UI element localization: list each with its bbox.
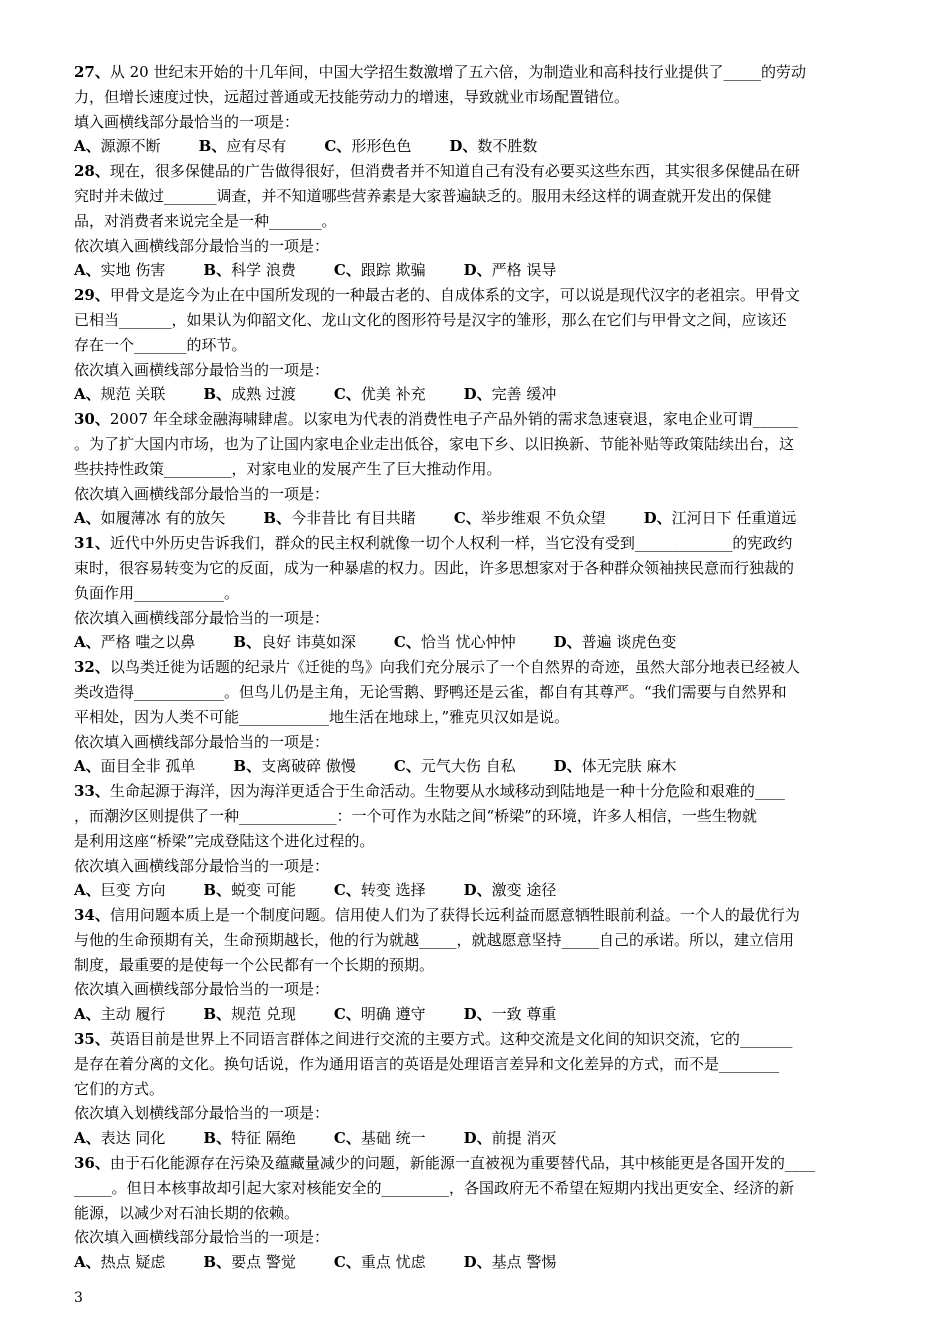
option-text: 前提 消灭 xyxy=(491,1129,557,1148)
option-text: 一致 尊重 xyxy=(491,1005,557,1024)
option-text: 江河日下 任重道远 xyxy=(671,509,797,528)
answer-option xyxy=(263,506,415,531)
option-key: A、 xyxy=(74,385,101,404)
question-text-line xyxy=(74,953,880,978)
option-text: 蜕变 可能 xyxy=(231,881,296,900)
question-text-line xyxy=(74,1176,880,1201)
question-instruction xyxy=(74,854,880,879)
question-text: 与他的生命预期有关，生命预期越长，他的行为就越_____，就越愿意坚持_____自己的承诺。所以，建立信用 xyxy=(74,930,795,949)
question-instruction xyxy=(74,234,880,259)
option-key: C、 xyxy=(333,1253,361,1272)
answer-options xyxy=(74,878,880,903)
option-key: B、 xyxy=(263,509,292,528)
question-text: 它们的方式。 xyxy=(74,1079,165,1098)
answer-option xyxy=(554,630,677,655)
question-text-line xyxy=(74,928,880,953)
option-key: A、 xyxy=(74,1005,101,1024)
question-text: 是存在着分离的文化。换句话说，作为通用语言的英语是处理语言差异和文化差异的方式，而不是________ xyxy=(74,1054,780,1073)
answer-option xyxy=(334,1002,426,1027)
question-text: 由于石化能源存在污染及蕴藏量减少的问题，新能源一直被视为重要替代品，其中核能更是各国开发的____ xyxy=(109,1154,815,1173)
question-text-line xyxy=(74,308,880,333)
option-text: 源源不断 xyxy=(100,137,161,156)
question-text: 甲骨文是迄今为止在中国所发现的一种最古老的、自成体系的文字，可以说是现代汉字的老祖宗。甲骨文 xyxy=(109,286,800,305)
option-text: 举步维艰 不负众望 xyxy=(480,509,606,528)
question-text: 依次填入画横线部分最恰当的一项是： xyxy=(74,856,330,875)
question-text-line xyxy=(74,581,880,606)
question-text-line xyxy=(74,531,880,556)
answer-option xyxy=(334,1126,426,1151)
option-key: B、 xyxy=(203,1253,232,1272)
question-text: 类改造得____________。但鸟儿仍是主角，无论雪鹅、野鸭还是云雀，都自有其尊严。“我们需要与自然界和 xyxy=(74,682,787,701)
answer-option xyxy=(74,878,165,903)
document-page xyxy=(74,60,880,1275)
question-text-line xyxy=(74,1052,880,1077)
option-key: D、 xyxy=(463,385,492,404)
answer-option xyxy=(464,1002,557,1027)
option-text: 数不胜数 xyxy=(477,137,538,156)
option-key: D、 xyxy=(463,1005,492,1024)
option-text: 形形色色 xyxy=(351,137,412,156)
option-text: 巨变 方向 xyxy=(100,881,166,900)
answer-option xyxy=(464,1250,557,1275)
answer-option xyxy=(324,134,411,159)
answer-option xyxy=(454,506,606,531)
answer-option xyxy=(74,134,161,159)
option-text: 完善 缓冲 xyxy=(491,385,557,404)
option-text: 主动 履行 xyxy=(100,1005,166,1024)
option-key: C、 xyxy=(333,881,361,900)
option-text: 实地 伤害 xyxy=(100,261,166,280)
answer-options xyxy=(74,382,880,407)
option-key: C、 xyxy=(333,385,361,404)
question-block xyxy=(74,1151,880,1275)
answer-option xyxy=(74,382,165,407)
option-key: D、 xyxy=(553,757,582,776)
option-text: 表达 同化 xyxy=(100,1129,166,1148)
option-text: 成熟 过渡 xyxy=(231,385,296,404)
question-text-line xyxy=(74,1027,880,1052)
question-number: 30、 xyxy=(74,410,110,429)
option-key: D、 xyxy=(553,633,582,652)
option-text: 今非昔比 有目共睹 xyxy=(291,509,416,528)
question-block xyxy=(74,1027,880,1151)
question-text: 生命起源于海洋，因为海洋更适合于生命活动。生物要从水域移动到陆地是一种十分危险和艰难的____ xyxy=(109,782,785,801)
answer-option xyxy=(203,1002,295,1027)
question-block xyxy=(74,779,880,903)
answer-option xyxy=(74,1002,165,1027)
question-text: 信用问题本质上是一个制度问题。信用使人们为了获得长远利益而愿意牺牲眼前利益。一个人的最优行为 xyxy=(109,906,800,925)
option-key: B、 xyxy=(233,633,262,652)
question-text: 依次填入画横线部分最恰当的一项是： xyxy=(74,360,330,379)
question-instruction xyxy=(74,358,880,383)
question-text: 束时，很容易转变为它的反面，成为一种暴虐的权力。因此，许多思想家对于各种群众领袖挟民意而行独裁的 xyxy=(74,558,795,577)
option-text: 特征 隔绝 xyxy=(231,1129,296,1148)
question-block xyxy=(74,60,880,159)
answer-options xyxy=(74,754,880,779)
question-text: 依次填入画横线部分最恰当的一项是： xyxy=(74,980,330,999)
question-text-line xyxy=(74,60,880,85)
option-key: A、 xyxy=(74,881,101,900)
answer-option xyxy=(203,258,295,283)
option-text: 规范 关联 xyxy=(100,385,166,404)
option-text: 良好 讳莫如深 xyxy=(261,633,356,652)
question-text: 近代中外历史告诉我们，群众的民主权利就像一切个人权利一样，当它没有受到_____________的宪政约 xyxy=(109,534,793,553)
option-key: C、 xyxy=(333,1129,361,1148)
answer-option xyxy=(644,506,797,531)
option-key: B、 xyxy=(198,137,227,156)
option-text: 面目全非 孤单 xyxy=(100,757,196,776)
option-key: C、 xyxy=(333,1005,361,1024)
option-key: C、 xyxy=(453,509,481,528)
option-key: D、 xyxy=(463,1253,492,1272)
question-text-line xyxy=(74,407,880,432)
question-text-line xyxy=(74,1201,880,1226)
question-text: 依次填入画横线部分最恰当的一项是： xyxy=(74,732,330,751)
answer-options xyxy=(74,258,880,283)
answer-option xyxy=(334,1250,426,1275)
option-key: C、 xyxy=(324,137,352,156)
question-text-line xyxy=(74,333,880,358)
question-number: 36、 xyxy=(74,1154,110,1173)
answer-options xyxy=(74,1002,880,1027)
question-instruction xyxy=(74,110,880,135)
question-text: 以鸟类迁徙为话题的纪录片《迁徙的鸟》向我们充分展示了一个自然界的奇迹，虽然大部分地表已经被人 xyxy=(109,658,800,677)
question-text: 。为了扩大国内市场，也为了让国内家电企业走出低谷，家电下乡、以旧换新、节能补贴等政策陆续出台，这 xyxy=(74,434,795,453)
question-number: 35、 xyxy=(74,1030,110,1049)
question-text: 制度，最重要的是使每一个公民都有一个长期的预期。 xyxy=(74,955,435,974)
option-text: 基础 统一 xyxy=(360,1129,426,1148)
question-text: 平相处，因为人类不可能____________地生活在地球上，”雅克贝汉如是说。 xyxy=(74,707,570,726)
option-text: 基点 警惕 xyxy=(491,1253,557,1272)
option-key: A、 xyxy=(74,1129,101,1148)
question-number: 29、 xyxy=(74,286,110,305)
option-text: 严格 嗤之以鼻 xyxy=(100,633,196,652)
option-text: 跟踪 欺骗 xyxy=(360,261,426,280)
answer-option xyxy=(334,878,426,903)
answer-option xyxy=(199,134,287,159)
option-text: 元气大伤 自私 xyxy=(420,757,516,776)
question-text: 品，对消费者来说完全是一种_______。 xyxy=(74,211,337,230)
question-text-line xyxy=(74,432,880,457)
question-text-line xyxy=(74,209,880,234)
option-text: 如履薄冰 有的放矢 xyxy=(100,509,226,528)
option-text: 热点 疑虑 xyxy=(100,1253,166,1272)
question-number: 34、 xyxy=(74,906,110,925)
answer-option xyxy=(464,382,557,407)
option-key: C、 xyxy=(393,633,421,652)
option-text: 要点 警觉 xyxy=(231,1253,296,1272)
question-text: 能源，以减少对石油长期的依赖。 xyxy=(74,1203,300,1222)
question-text: 从 20 世纪末开始的十几年间，中国大学招生数激增了五六倍，为制造业和高科技行业提供了_____的劳动 xyxy=(109,63,807,81)
option-key: B、 xyxy=(203,385,232,404)
answer-option xyxy=(464,1126,557,1151)
question-number: 28、 xyxy=(74,162,110,181)
question-text-line xyxy=(74,804,880,829)
option-text: 恰当 忧心忡忡 xyxy=(420,633,516,652)
question-instruction xyxy=(74,606,880,631)
option-text: 规范 兑现 xyxy=(231,1005,296,1024)
option-text: 体无完肤 麻木 xyxy=(581,757,677,776)
question-instruction xyxy=(74,1101,880,1126)
question-text: 现在，很多保健品的广告做得很好，但消费者并不知道自己有没有必要买这些东西，其实很多保健品在研 xyxy=(109,162,800,181)
answer-option xyxy=(74,1250,165,1275)
question-instruction xyxy=(74,977,880,1002)
question-text: 依次填入画横线部分最恰当的一项是： xyxy=(74,1228,330,1247)
question-text: 存在一个_______的环节。 xyxy=(74,335,247,354)
answer-option xyxy=(74,258,165,283)
question-text-line xyxy=(74,457,880,482)
answer-option xyxy=(464,258,557,283)
option-text: 激变 途径 xyxy=(491,881,557,900)
answer-option xyxy=(203,1250,295,1275)
option-text: 科学 浪费 xyxy=(231,261,296,280)
question-text: 依次填入画横线部分最恰当的一项是： xyxy=(74,236,330,255)
answer-option xyxy=(233,754,355,779)
answer-options xyxy=(74,630,880,655)
option-key: A、 xyxy=(74,757,101,776)
option-key: D、 xyxy=(463,1129,492,1148)
question-text-line xyxy=(74,85,880,110)
answer-option xyxy=(74,506,225,531)
question-text: 2007 年全球金融海啸肆虐。以家电为代表的消费性电子产品外销的需求急速衰退，家电企业可谓______ xyxy=(109,410,798,429)
question-text-line xyxy=(74,680,880,705)
option-key: D、 xyxy=(643,509,672,528)
option-text: 严格 误导 xyxy=(491,261,557,280)
answer-option xyxy=(203,1126,295,1151)
question-text-line xyxy=(74,829,880,854)
question-block xyxy=(74,283,880,407)
option-key: C、 xyxy=(393,757,421,776)
question-text-line xyxy=(74,903,880,928)
answer-options xyxy=(74,134,880,159)
question-text: _____。但日本核事故却引起大家对核能安全的_________，各国政府无不希望在短期内找出更安全、经济的新 xyxy=(74,1178,795,1197)
answer-options xyxy=(74,506,880,531)
question-block xyxy=(74,655,880,779)
answer-option xyxy=(203,878,295,903)
answer-option xyxy=(394,754,516,779)
option-key: D、 xyxy=(449,137,478,156)
option-text: 优美 补充 xyxy=(360,385,426,404)
question-text: 依次填入画横线部分最恰当的一项是： xyxy=(74,484,330,503)
question-text-line xyxy=(74,556,880,581)
option-text: 支离破碎 傲慢 xyxy=(261,757,356,776)
question-text-line xyxy=(74,184,880,209)
question-text: 些扶持性政策_________，对家电业的发展产生了巨大推动作用。 xyxy=(74,459,502,478)
answer-option xyxy=(233,630,355,655)
question-text: 依次填入画横线部分最恰当的一项是： xyxy=(74,608,330,627)
question-block xyxy=(74,159,880,283)
question-block xyxy=(74,531,880,655)
answer-option xyxy=(74,754,195,779)
answer-option xyxy=(74,630,195,655)
option-key: D、 xyxy=(463,261,492,280)
option-text: 明确 遵守 xyxy=(360,1005,426,1024)
answer-option xyxy=(74,1126,165,1151)
option-key: A、 xyxy=(74,1253,101,1272)
answer-option xyxy=(203,382,295,407)
question-text: 填入画横线部分最恰当的一项是： xyxy=(74,112,300,131)
question-text: 究时并未做过_______调查，并不知道哪些营养素是大家普遍缺乏的。服用未经这样的调查就开发出的保健 xyxy=(74,186,772,205)
question-instruction xyxy=(74,482,880,507)
question-number: 33、 xyxy=(74,782,110,801)
option-text: 应有尽有 xyxy=(226,137,287,156)
option-key: D、 xyxy=(463,881,492,900)
option-key: A、 xyxy=(74,509,101,528)
answer-options xyxy=(74,1126,880,1151)
question-instruction xyxy=(74,1225,880,1250)
answer-options xyxy=(74,1250,880,1275)
question-instruction xyxy=(74,730,880,755)
option-key: B、 xyxy=(203,261,232,280)
answer-option xyxy=(394,630,516,655)
option-key: A、 xyxy=(74,261,101,280)
question-text: 依次填入划横线部分最恰当的一项是： xyxy=(74,1104,330,1123)
option-key: B、 xyxy=(203,1129,232,1148)
question-text: 英语目前是世界上不同语言群体之间进行交流的主要方式。这种交流是文化间的知识交流，它的_______ xyxy=(109,1030,793,1049)
question-block xyxy=(74,407,880,531)
question-text-line xyxy=(74,159,880,184)
question-text: ，而潮汐区则提供了一种_____________：一个可作为水陆之间“桥梁”的环境，许多人相信，一些生物就 xyxy=(74,806,757,825)
question-text: 已相当_______，如果认为仰韶文化、龙山文化的图形符号是汉字的雏形，那么在它们与甲骨文之间，应该还 xyxy=(74,310,787,329)
option-key: A、 xyxy=(74,137,101,156)
question-text-line xyxy=(74,779,880,804)
option-text: 转变 选择 xyxy=(360,881,426,900)
question-text-line xyxy=(74,283,880,308)
question-block xyxy=(74,903,880,1027)
answer-option xyxy=(334,258,426,283)
question-number: 32、 xyxy=(74,658,110,677)
option-key: C、 xyxy=(333,261,361,280)
option-text: 普遍 谈虎色变 xyxy=(581,633,677,652)
question-text-line xyxy=(74,655,880,680)
question-number: 27、 xyxy=(74,63,110,81)
option-key: B、 xyxy=(203,881,232,900)
question-text: 是利用这座“桥梁”完成登陆这个进化过程的。 xyxy=(74,831,375,850)
page-number: 3 xyxy=(74,1290,83,1306)
option-key: B、 xyxy=(203,1005,232,1024)
answer-option xyxy=(554,754,677,779)
option-key: A、 xyxy=(74,633,101,652)
question-text-line xyxy=(74,1077,880,1102)
option-text: 重点 忧虑 xyxy=(360,1253,426,1272)
question-number: 31、 xyxy=(74,534,110,553)
answer-option xyxy=(464,878,557,903)
question-text: 力，但增长速度过快，远超过普通或无技能劳动力的增速，导致就业市场配置错位。 xyxy=(74,87,630,106)
option-key: B、 xyxy=(233,757,262,776)
question-text-line xyxy=(74,1151,880,1176)
answer-option xyxy=(449,134,537,159)
question-text: 负面作用____________。 xyxy=(74,583,240,602)
answer-option xyxy=(334,382,426,407)
question-text-line xyxy=(74,705,880,730)
